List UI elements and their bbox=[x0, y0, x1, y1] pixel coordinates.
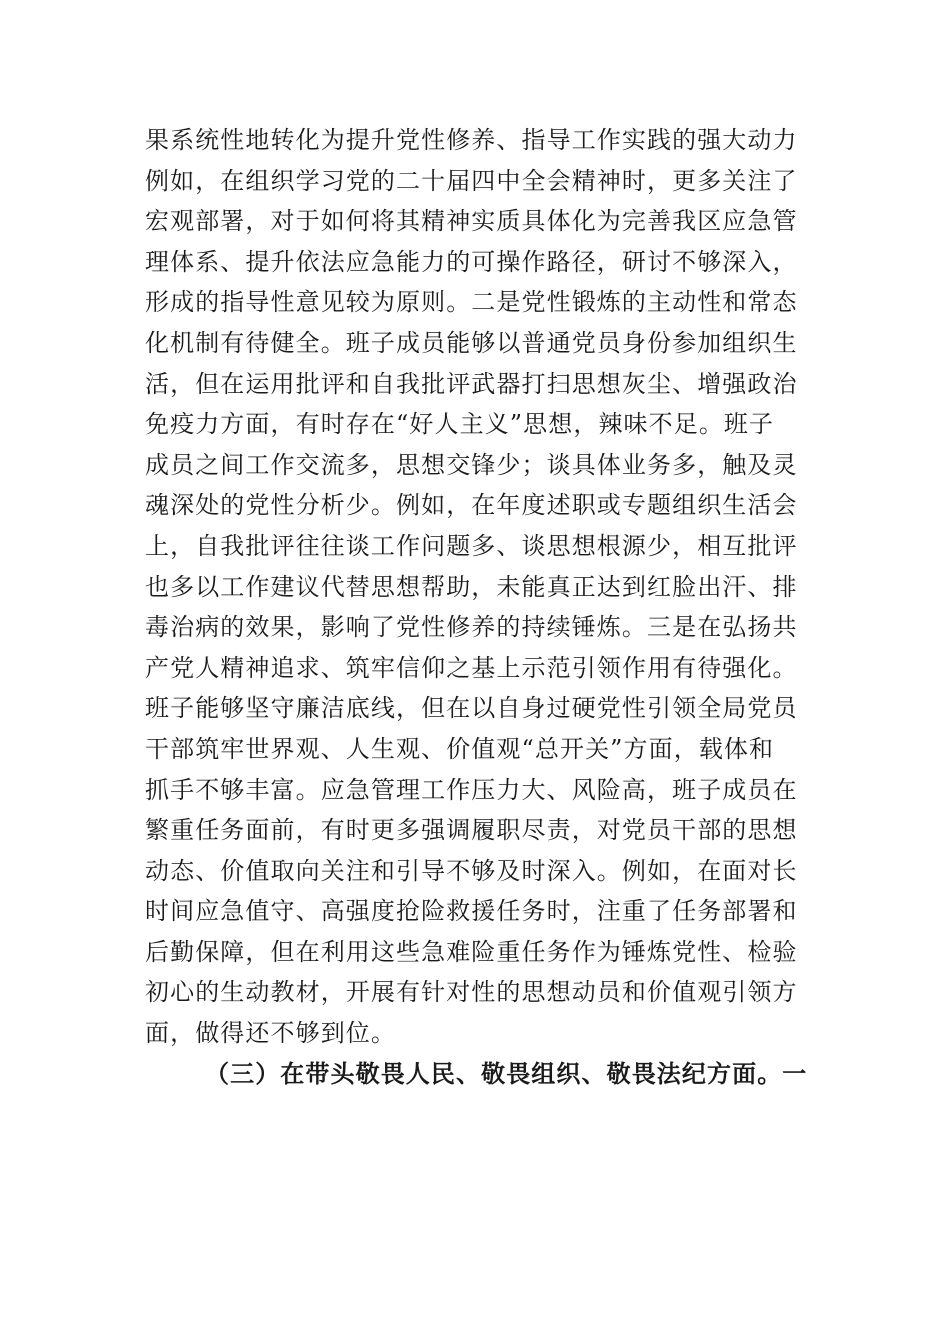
text-line: 抓手不够丰富。应急管理工作压力大、风险高，班子成员在 bbox=[145, 775, 798, 804]
text-line: 繁重任务面前，有时更多强调履职尽责，对党员干部的思想 bbox=[145, 816, 798, 845]
text-line: 毒治病的效果，影响了党性修养的持续锤炼。三是在弘扬共 bbox=[145, 613, 798, 642]
text-line: 产党人精神追求、筑牢信仰之基上示范引领作用有待强化。 bbox=[145, 653, 798, 682]
text-line: 动态、价值取向关注和引导不够及时深入。例如，在面对长 bbox=[145, 856, 798, 885]
text-line: 理体系、提升依法应急能力的可操作路径，研讨不够深入， bbox=[145, 247, 798, 276]
text-line: 班子能够坚守廉洁底线，但在以自身过硬党性引领全局党员 bbox=[145, 694, 798, 723]
text-line: 初心的生动教材，开展有针对性的思想动员和价值观引领方 bbox=[145, 978, 798, 1007]
text-line: 形成的指导性意见较为原则。二是党性锻炼的主动性和常态 bbox=[145, 288, 798, 317]
text-line: 宏观部署，对于如何将其精神实质具体化为完善我区应急管 bbox=[145, 207, 798, 236]
text-line: 活，但在运用批评和自我批评武器打扫思想灰尘、增强政治 bbox=[145, 369, 798, 398]
section-heading: （三）在带头敬畏人民、敬畏组织、敬畏法纪方面。一 bbox=[205, 1058, 808, 1088]
text-line: 上，自我批评往往谈工作问题多、谈思想根源少，相互批评 bbox=[145, 531, 798, 560]
text-line: 例如，在组织学习党的二十届四中全会精神时，更多关注了 bbox=[145, 166, 798, 195]
text-line: 果系统性地转化为提升党性修养、指导工作实践的强大动力 bbox=[145, 126, 798, 154]
text-line: 干部筑牢世界观、人生观、价值观“总开关”方面，载体和 bbox=[145, 734, 775, 763]
body-text bbox=[145, 120, 815, 1094]
text-line: 后勤保障，但在利用这些急难险重任务作为锤炼党性、检验 bbox=[145, 937, 798, 966]
text-line: 化机制有待健全。班子成员能够以普通党员身份参加组织生 bbox=[145, 328, 798, 357]
text-line: 时间应急值守、高强度抢险救援任务时，注重了任务部署和 bbox=[145, 897, 798, 926]
text-line: 成员之间工作交流多，思想交锋少；谈具体业务多，触及灵 bbox=[145, 450, 798, 479]
text-line: 免疫力方面，有时存在“好人主义”思想，辣味不足。班子 bbox=[145, 410, 775, 439]
text-line: 也多以工作建议代替思想帮助，未能真正达到红脸出汗、排 bbox=[145, 572, 798, 601]
text-line: 面，做得还不够到位。 bbox=[145, 1019, 396, 1048]
text-line: 魂深处的党性分析少。例如，在年度述职或专题组织生活会 bbox=[145, 491, 798, 520]
